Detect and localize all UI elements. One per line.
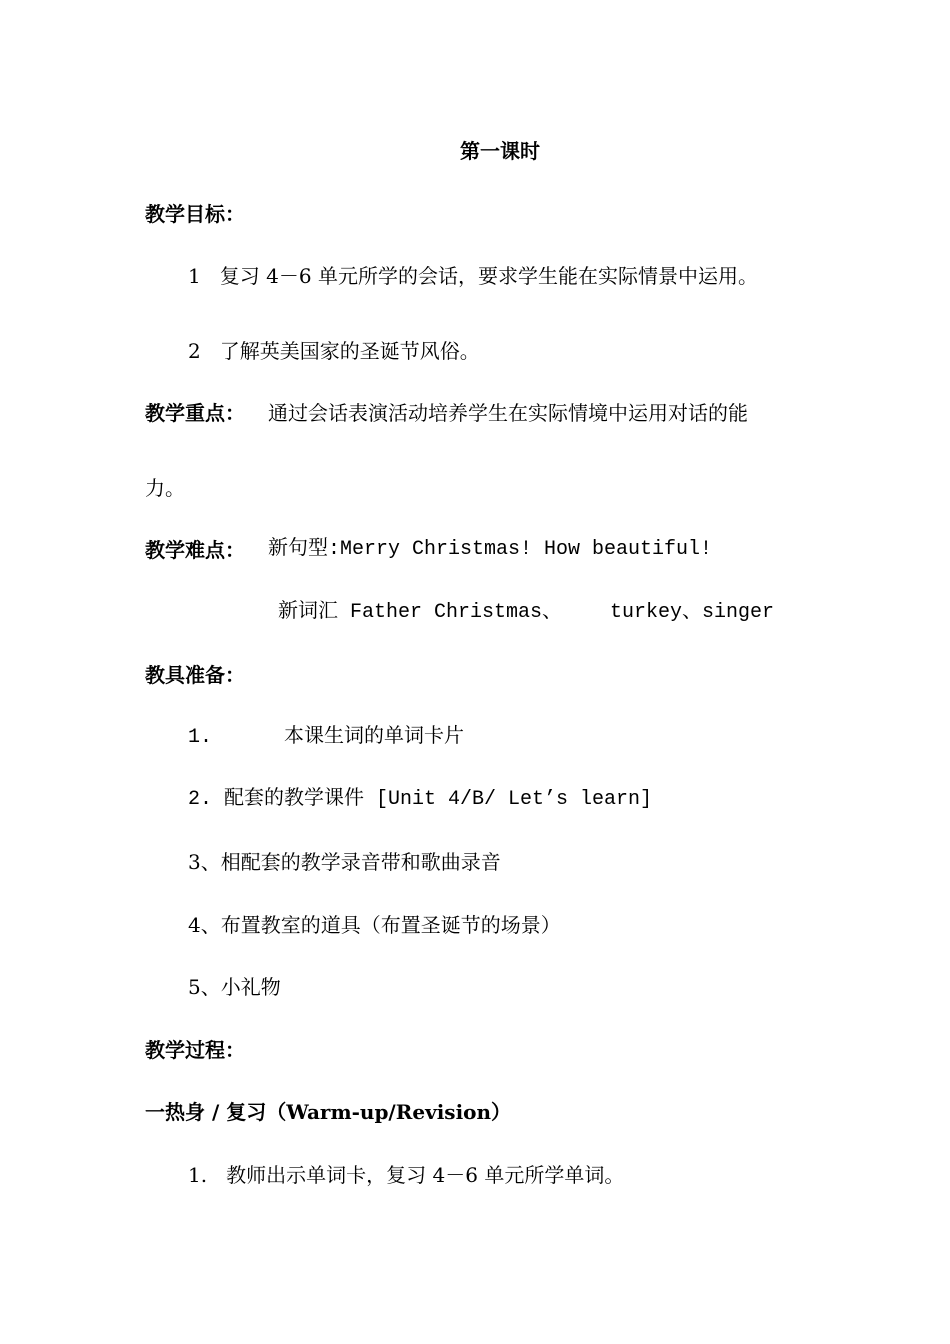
process-section1-item-1: 1. 教师出示单词卡，复习 4－6 单元所学单词。 [188,1163,625,1187]
key-points-heading: 教学重点： [145,401,245,425]
materials-item-3: 3、相配套的教学录音带和歌曲录音 [188,850,501,874]
difficult-points-vocab: 新词汇 Father Christmas、 turkey、singer [278,601,775,624]
difficult-points-heading: 教学难点： [145,538,245,562]
materials-item-5: 5、小礼物 [188,975,281,999]
process-heading: 教学过程： [145,1038,245,1062]
materials-item-4: 4、布置教室的道具（布置圣诞节的场景） [188,913,561,937]
page-title: 第一课时 [460,139,540,163]
difficult-points-sentence: 新句型:Merry Christmas! How beautiful! [268,538,713,561]
materials-heading: 教具准备： [145,663,245,687]
key-points-text-line1: 通过会话表演活动培养学生在实际情境中运用对话的能 [268,401,748,425]
objective-item-2: 2 了解英美国家的圣诞节风俗。 [188,339,480,363]
process-section1-heading: 一热身 / 复习（Warm-up/Revision） [145,1100,512,1124]
materials-item-2: 2. 配套的教学课件 [Unit 4/B/ Let’s learn] [188,788,653,811]
objectives-heading: 教学目标： [145,202,245,226]
objective-item-1: 1 复习 4－6 单元所学的会话，要求学生能在实际情景中运用。 [188,264,758,288]
materials-item-1: 1. 本课生词的单词卡片 [188,726,465,749]
key-points-text-line2: 力。 [145,476,185,500]
